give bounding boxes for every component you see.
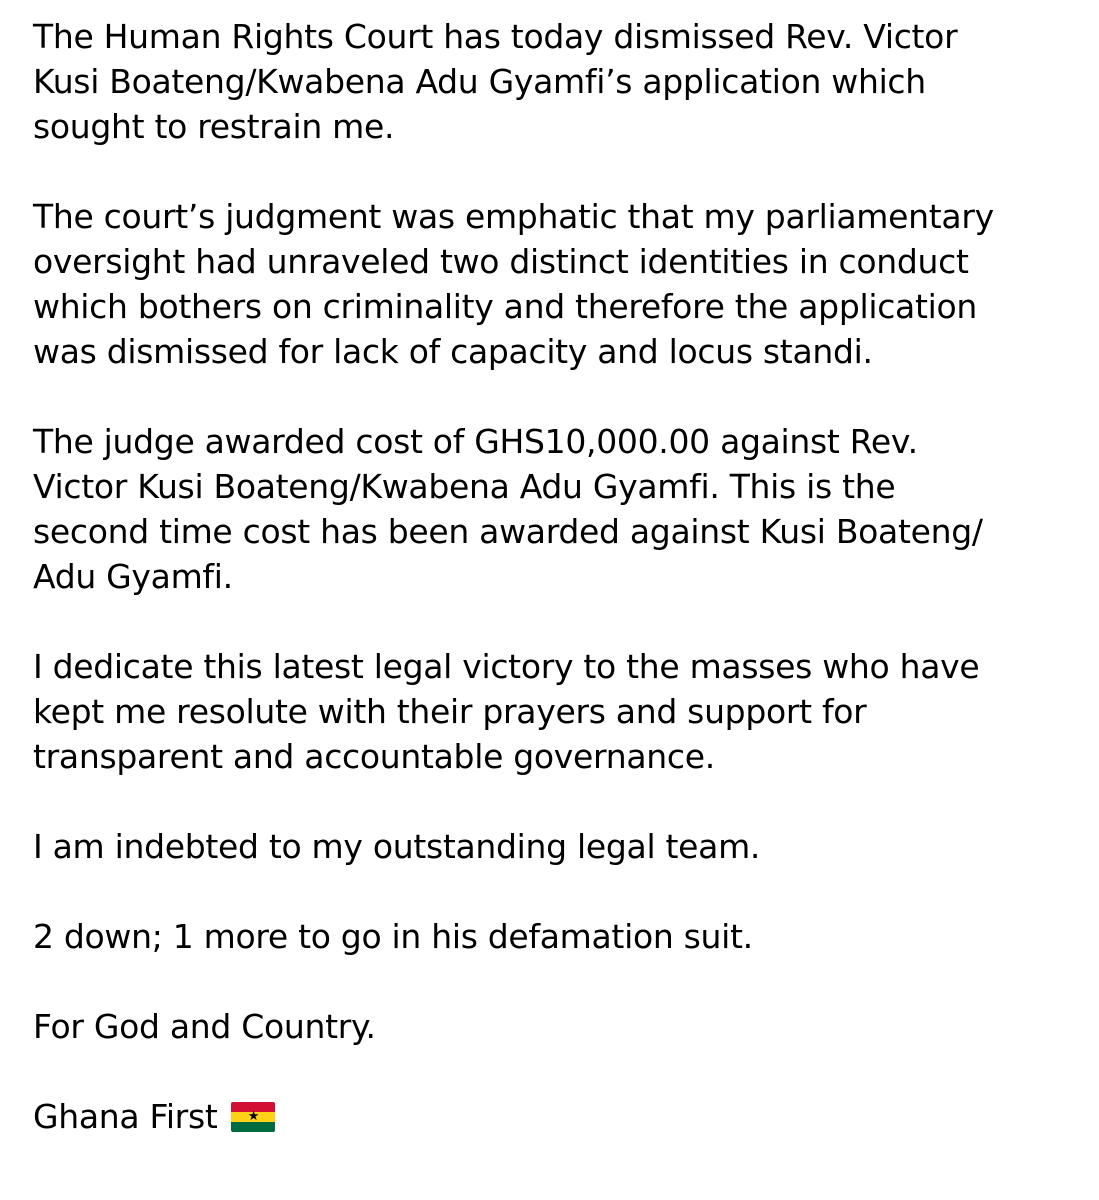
paragraph-judgment: The court’s judgment was emphatic that my parliamentary oversight had unraveled two distinct identities in conduct which bothers on criminality and therefore the application was dismissed for lack of capacity and locus standi. bbox=[33, 197, 994, 371]
post-body bbox=[33, 14, 1083, 1139]
paragraph-dedication: I dedicate this latest legal victory to the masses who have kept me resolute with their prayers and support for transparent and accountable governance. bbox=[33, 647, 980, 776]
signature-text: Ghana First bbox=[33, 1097, 218, 1136]
signature-line bbox=[33, 1094, 1083, 1139]
ghana-flag-icon bbox=[231, 1102, 275, 1132]
paragraph-remaining-suit: 2 down; 1 more to go in his defamation suit. bbox=[33, 917, 753, 956]
paragraph-god-and-country: For God and Country. bbox=[33, 1007, 376, 1046]
paragraph-cost-award: The judge awarded cost of GHS10,000.00 against Rev. Victor Kusi Boateng/Kwabena Adu Gyamfi. This is the second time cost has been awarded against Kusi Boateng/ Adu Gyamfi. bbox=[33, 422, 983, 596]
paragraph-legal-team: I am indebted to my outstanding legal team. bbox=[33, 827, 761, 866]
paragraph-court-dismissal: The Human Rights Court has today dismissed Rev. Victor Kusi Boateng/Kwabena Adu Gyamfi’s application which sought to restrain me. bbox=[33, 17, 958, 146]
black-star-icon: ★ bbox=[247, 1108, 260, 1124]
